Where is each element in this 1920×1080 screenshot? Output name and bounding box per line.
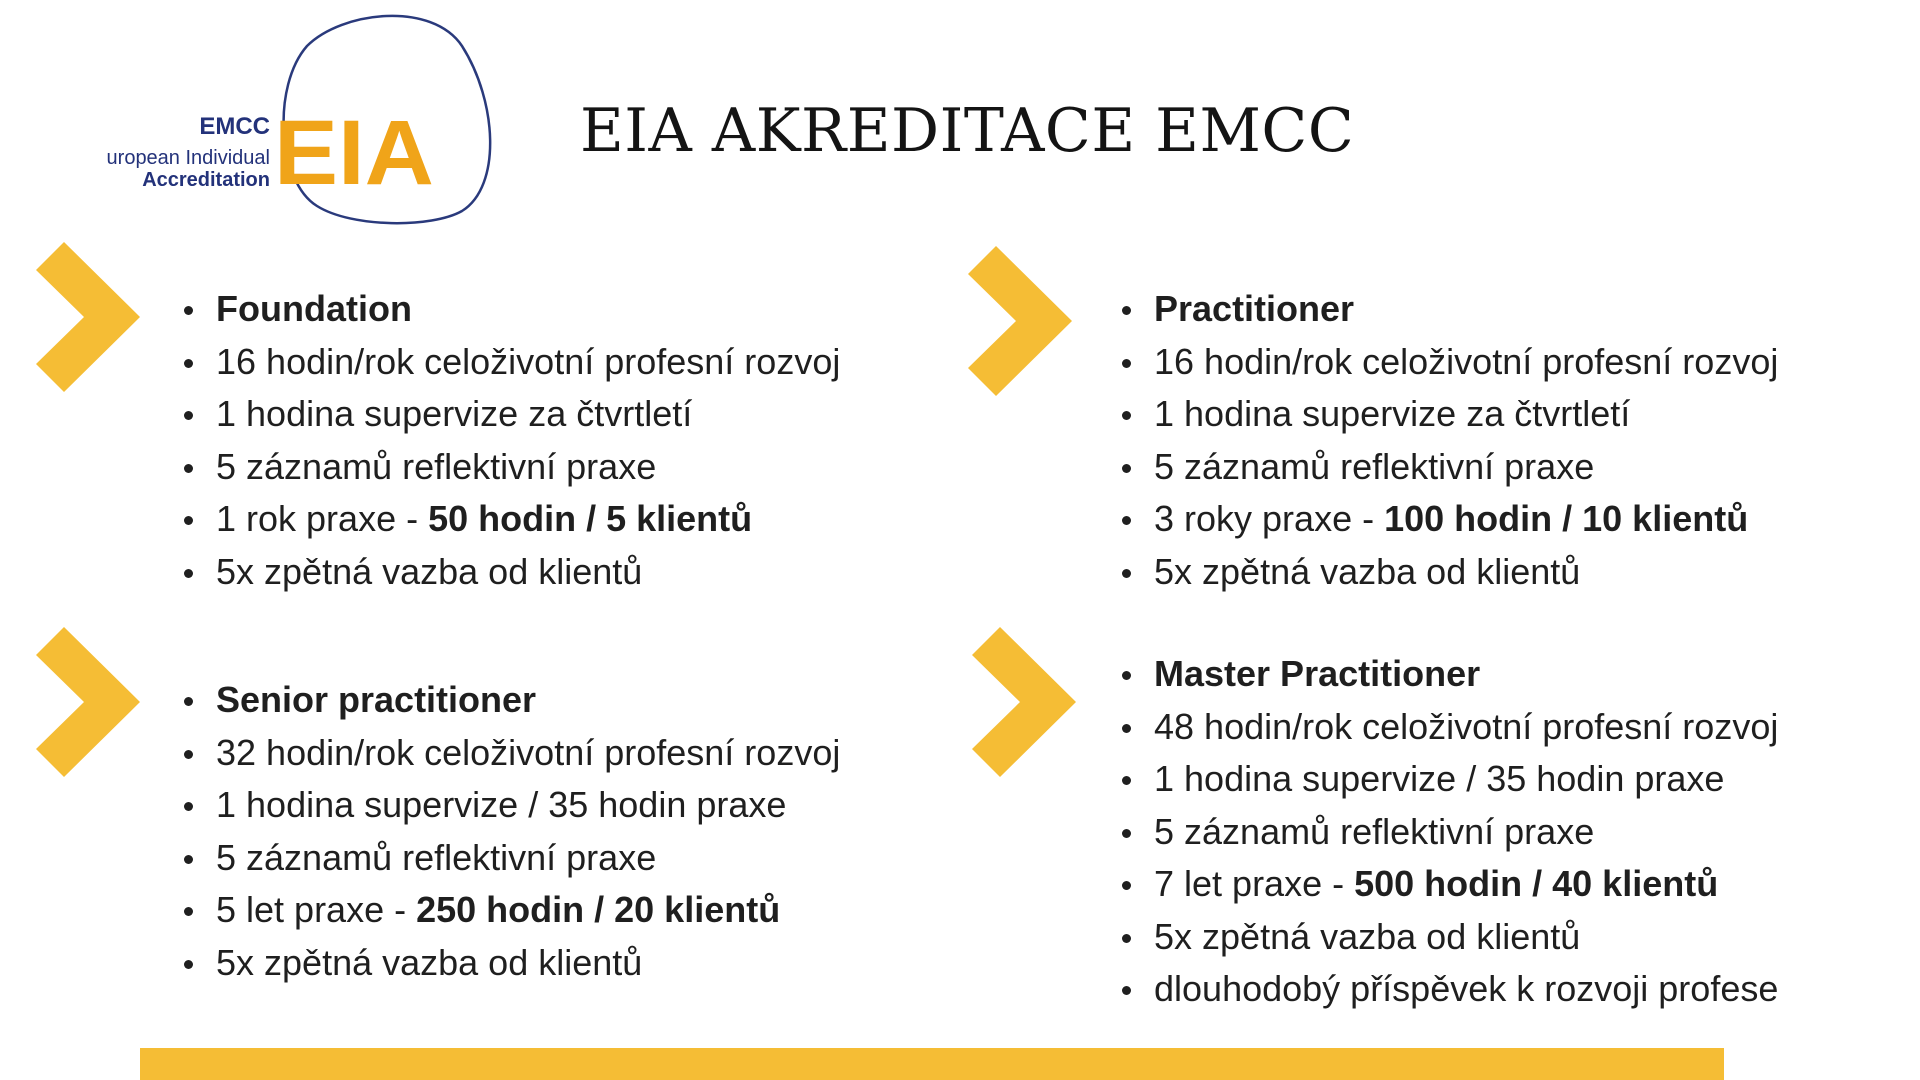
logo-org: EMCC — [199, 113, 270, 140]
list-item-practice — [1122, 858, 1778, 911]
practice-requirement: 100 hodin / 10 klientů — [1384, 498, 1749, 539]
emcc-eia-logo — [102, 6, 497, 228]
practitioner-list — [1122, 283, 1778, 598]
bottom-accent-bar — [140, 1048, 1724, 1080]
list-item: 5x zpětná vazba od klientů — [1122, 546, 1778, 599]
list-item: 5 záznamů reflektivní praxe — [1122, 441, 1778, 494]
practice-requirement: 50 hodin / 5 klientů — [428, 498, 753, 539]
level-name: Master Practitioner — [1122, 648, 1778, 701]
practice-prefix: 7 let praxe - — [1154, 863, 1355, 904]
list-item: 5x zpětná vazba od klientů — [184, 546, 840, 599]
list-item: 5x zpětná vazba od klientů — [184, 937, 840, 990]
chevron-right-icon — [36, 627, 140, 777]
page-title: EIA AKREDITACE EMCC — [580, 96, 1355, 166]
foundation-list — [184, 283, 840, 598]
logo-mark: EIA — [274, 102, 434, 204]
list-item-practice — [184, 493, 840, 546]
list-item: 5x zpětná vazba od klientů — [1122, 911, 1778, 964]
list-item: 5 záznamů reflektivní praxe — [184, 832, 840, 885]
practice-prefix: 5 let praxe - — [216, 889, 417, 930]
practice-prefix: 1 rok praxe - — [216, 498, 429, 539]
master-practitioner-list — [1122, 648, 1778, 1016]
list-item-practice — [1122, 493, 1778, 546]
eia-logo-graphic — [102, 6, 497, 228]
list-item: 16 hodin/rok celoživotní profesní rozvoj — [1122, 336, 1778, 389]
chevron-right-icon — [968, 246, 1072, 396]
list-item: 5 záznamů reflektivní praxe — [1122, 806, 1778, 859]
list-item: dlouhodobý příspěvek k rozvoji profese — [1122, 963, 1778, 1016]
list-item: 16 hodin/rok celoživotní profesní rozvoj — [184, 336, 840, 389]
chevron-right-icon — [972, 627, 1076, 777]
list-item-practice — [184, 884, 840, 937]
logo-line1: uropean Individual — [106, 147, 270, 169]
logo-line2: Accreditation — [142, 169, 270, 191]
list-item: 1 hodina supervize za čtvrtletí — [184, 388, 840, 441]
senior-practitioner-list — [184, 674, 840, 989]
chevron-right-icon — [36, 242, 140, 392]
practice-requirement: 500 hodin / 40 klientů — [1354, 863, 1719, 904]
level-name: Foundation — [184, 283, 840, 336]
list-item: 1 hodina supervize / 35 hodin praxe — [1122, 753, 1778, 806]
level-name: Practitioner — [1122, 283, 1778, 336]
practice-prefix: 3 roky praxe - — [1154, 498, 1385, 539]
level-name: Senior practitioner — [184, 674, 840, 727]
list-item: 32 hodin/rok celoživotní profesní rozvoj — [184, 727, 840, 780]
list-item: 1 hodina supervize za čtvrtletí — [1122, 388, 1778, 441]
list-item: 48 hodin/rok celoživotní profesní rozvoj — [1122, 701, 1778, 754]
list-item: 1 hodina supervize / 35 hodin praxe — [184, 779, 840, 832]
list-item: 5 záznamů reflektivní praxe — [184, 441, 840, 494]
practice-requirement: 250 hodin / 20 klientů — [416, 889, 781, 930]
